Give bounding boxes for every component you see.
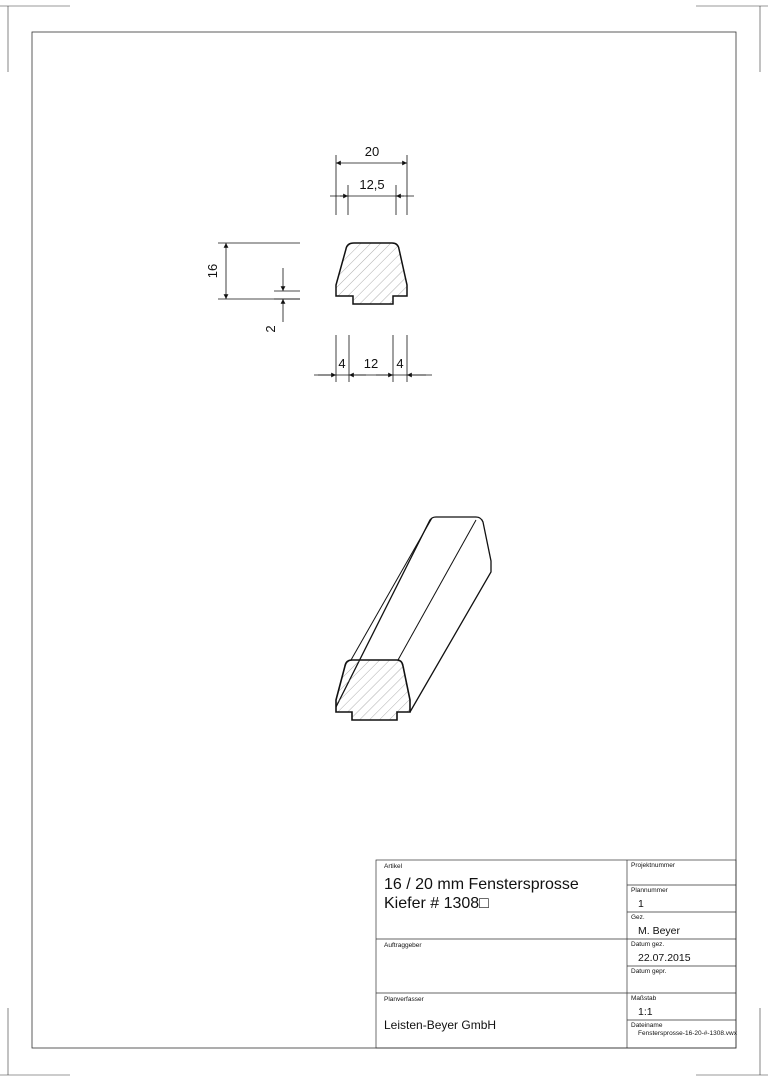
dim-label-12: 12 <box>363 356 379 371</box>
profile-section <box>336 243 407 304</box>
dim-label-4-left: 4 <box>338 356 346 371</box>
dateiname-value: Fenstersprosse-16-20-#-1308.vwx <box>638 1030 737 1037</box>
dim-label-4-right: 4 <box>396 356 404 371</box>
artikel-label: Artikel <box>384 863 403 870</box>
dimension-step <box>274 268 300 322</box>
plannummer-label: Plannummer <box>631 887 668 894</box>
dim-label-16: 16 <box>205 263 220 279</box>
planverfasser-label: Planverfasser <box>384 996 424 1003</box>
datum-gepr-label: Datum gepr. <box>631 968 667 975</box>
projektnummer-label: Projektnummer <box>631 862 676 869</box>
iso-front-face <box>336 660 410 720</box>
artikel-line2: Kiefer # 1308□ <box>384 895 489 912</box>
gez-label: Gez. <box>631 914 645 921</box>
massstab-value: 1:1 <box>638 1006 653 1018</box>
profile-outline <box>336 243 407 304</box>
artikel-line1: 16 / 20 mm Fenstersprosse <box>384 876 579 893</box>
gez-value: M. Beyer <box>638 925 681 937</box>
datum-gez-label: Datum gez. <box>631 941 665 948</box>
isometric-view <box>336 517 491 720</box>
dim-label-12-5: 12,5 <box>359 177 385 192</box>
sheet-frame <box>0 6 768 1075</box>
plannummer-value: 1 <box>638 898 644 910</box>
auftraggeber-label: Auftraggeber <box>384 942 422 949</box>
massstab-label: Maßstab <box>631 995 657 1002</box>
dim-label-2: 2 <box>263 325 278 333</box>
planverfasser-value: Leisten-Beyer GmbH <box>384 1018 497 1032</box>
datum-gez-value: 22.07.2015 <box>638 952 691 964</box>
dateiname-label: Dateiname <box>631 1022 663 1029</box>
dim-label-20: 20 <box>364 144 380 159</box>
